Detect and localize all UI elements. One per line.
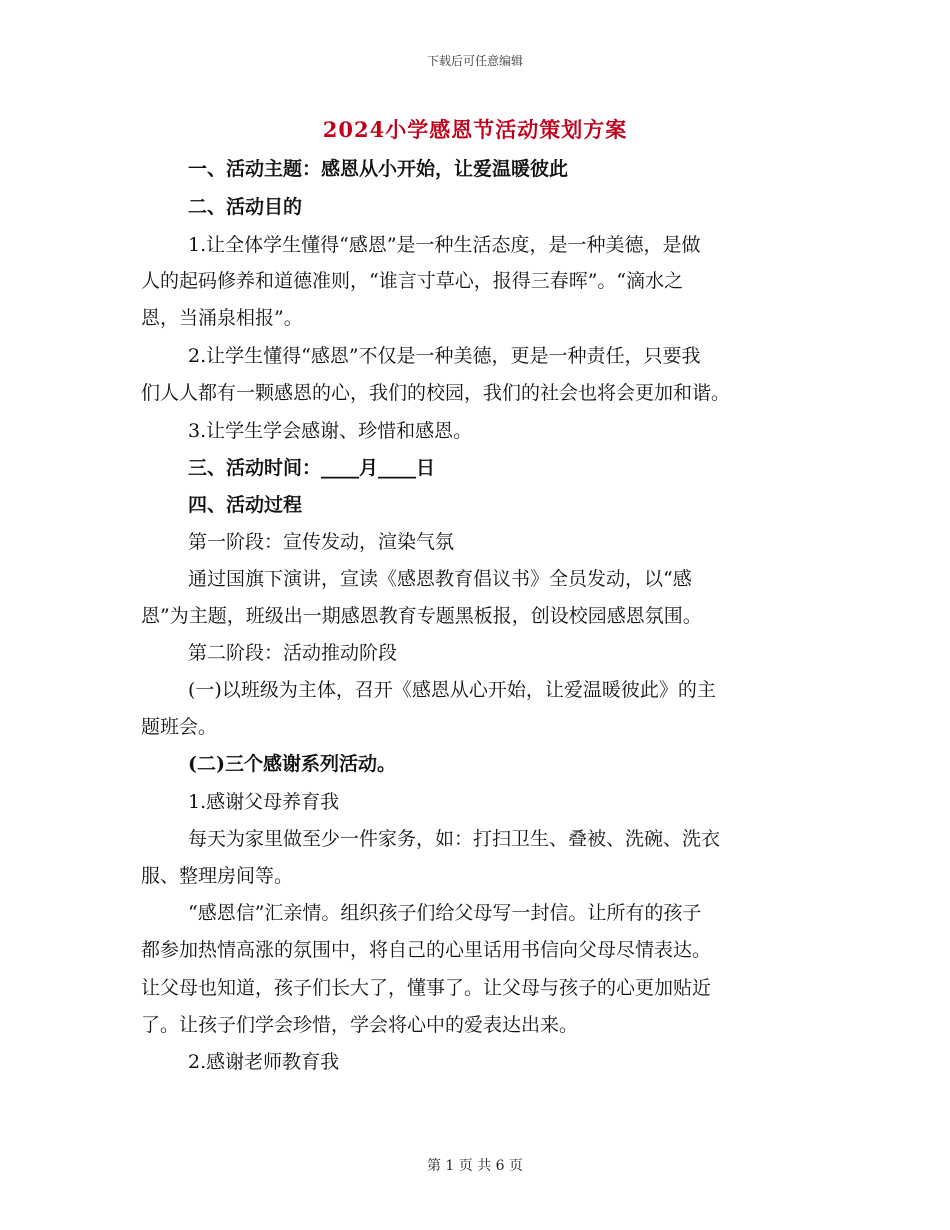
paragraph-line: 都参加热情高涨的氛围中，将自己的心里话用书信向父母尽情表达。: [141, 939, 712, 961]
document-title: 2024小学感恩节活动策划方案: [322, 117, 628, 142]
paragraph-line: 题班会。: [141, 716, 218, 738]
paragraph-line: “感恩信”汇亲情。组织孩子们给父母写一封信。让所有的孩子: [188, 902, 702, 924]
subsection-heading: (二)三个感谢系列活动。: [188, 753, 396, 775]
paragraph-line: 3.让学生学会感谢、珍惜和感恩。: [188, 420, 473, 442]
section-heading-time: 三、活动时间：____月____日: [188, 457, 436, 479]
section-heading-theme: 一、活动主题：感恩从小开始，让爱温暖彼此: [188, 158, 569, 180]
paragraph-line: 服、整理房间等。: [141, 865, 294, 887]
paragraph-line: 第二阶段：活动推动阶段: [188, 642, 398, 664]
paragraph-line: 人的起码修养和道德准则，“谁言寸草心，报得三春晖”。“滴水之: [141, 270, 684, 292]
paragraph-line: 每天为家里做至少一件家务，如：打扫卫生、叠被、洗碗、洗衣: [188, 828, 721, 850]
paragraph-line: 1.感谢父母养育我: [188, 791, 340, 813]
paragraph-line: 们人人都有一颗感恩的心，我们的校园，我们的社会也将会更加和谐。: [141, 382, 731, 404]
page-number: 第 1 页 共 6 页: [426, 1158, 524, 1174]
section-heading-process: 四、活动过程: [188, 494, 303, 516]
paragraph-line: 1.让全体学生懂得“感恩”是一种生活态度，是一种美德，是做: [188, 234, 701, 256]
paragraph-line: 通过国旗下演讲，宣读《感恩教育倡议书》全员发动，以“感: [188, 568, 692, 590]
header-note: 下载后可任意编辑: [426, 54, 523, 68]
paragraph-line: 恩”为主题，班级出一期感恩教育专题黑板报，创设校园感恩氛围。: [141, 605, 702, 627]
paragraph-line: 让父母也知道，孩子们长大了，懂事了。让父母与孩子的心更加贴近: [141, 977, 712, 999]
paragraph-line: 2.感谢老师教育我: [188, 1051, 340, 1073]
paragraph-line: (一)以班级为主体，召开《感恩从心开始，让爱温暖彼此》的主: [188, 679, 716, 701]
paragraph-line: 恩，当涌泉相报”。: [141, 307, 303, 329]
paragraph-line: 了。让孩子们学会珍惜，学会将心中的爱表达出来。: [141, 1014, 579, 1036]
section-heading-purpose: 二、活动目的: [188, 196, 303, 218]
paragraph-line: 第一阶段：宣传发动，渲染气氛: [188, 531, 455, 553]
paragraph-line: 2.让学生懂得“感恩”不仅是一种美德，更是一种责任，只要我: [188, 345, 701, 367]
